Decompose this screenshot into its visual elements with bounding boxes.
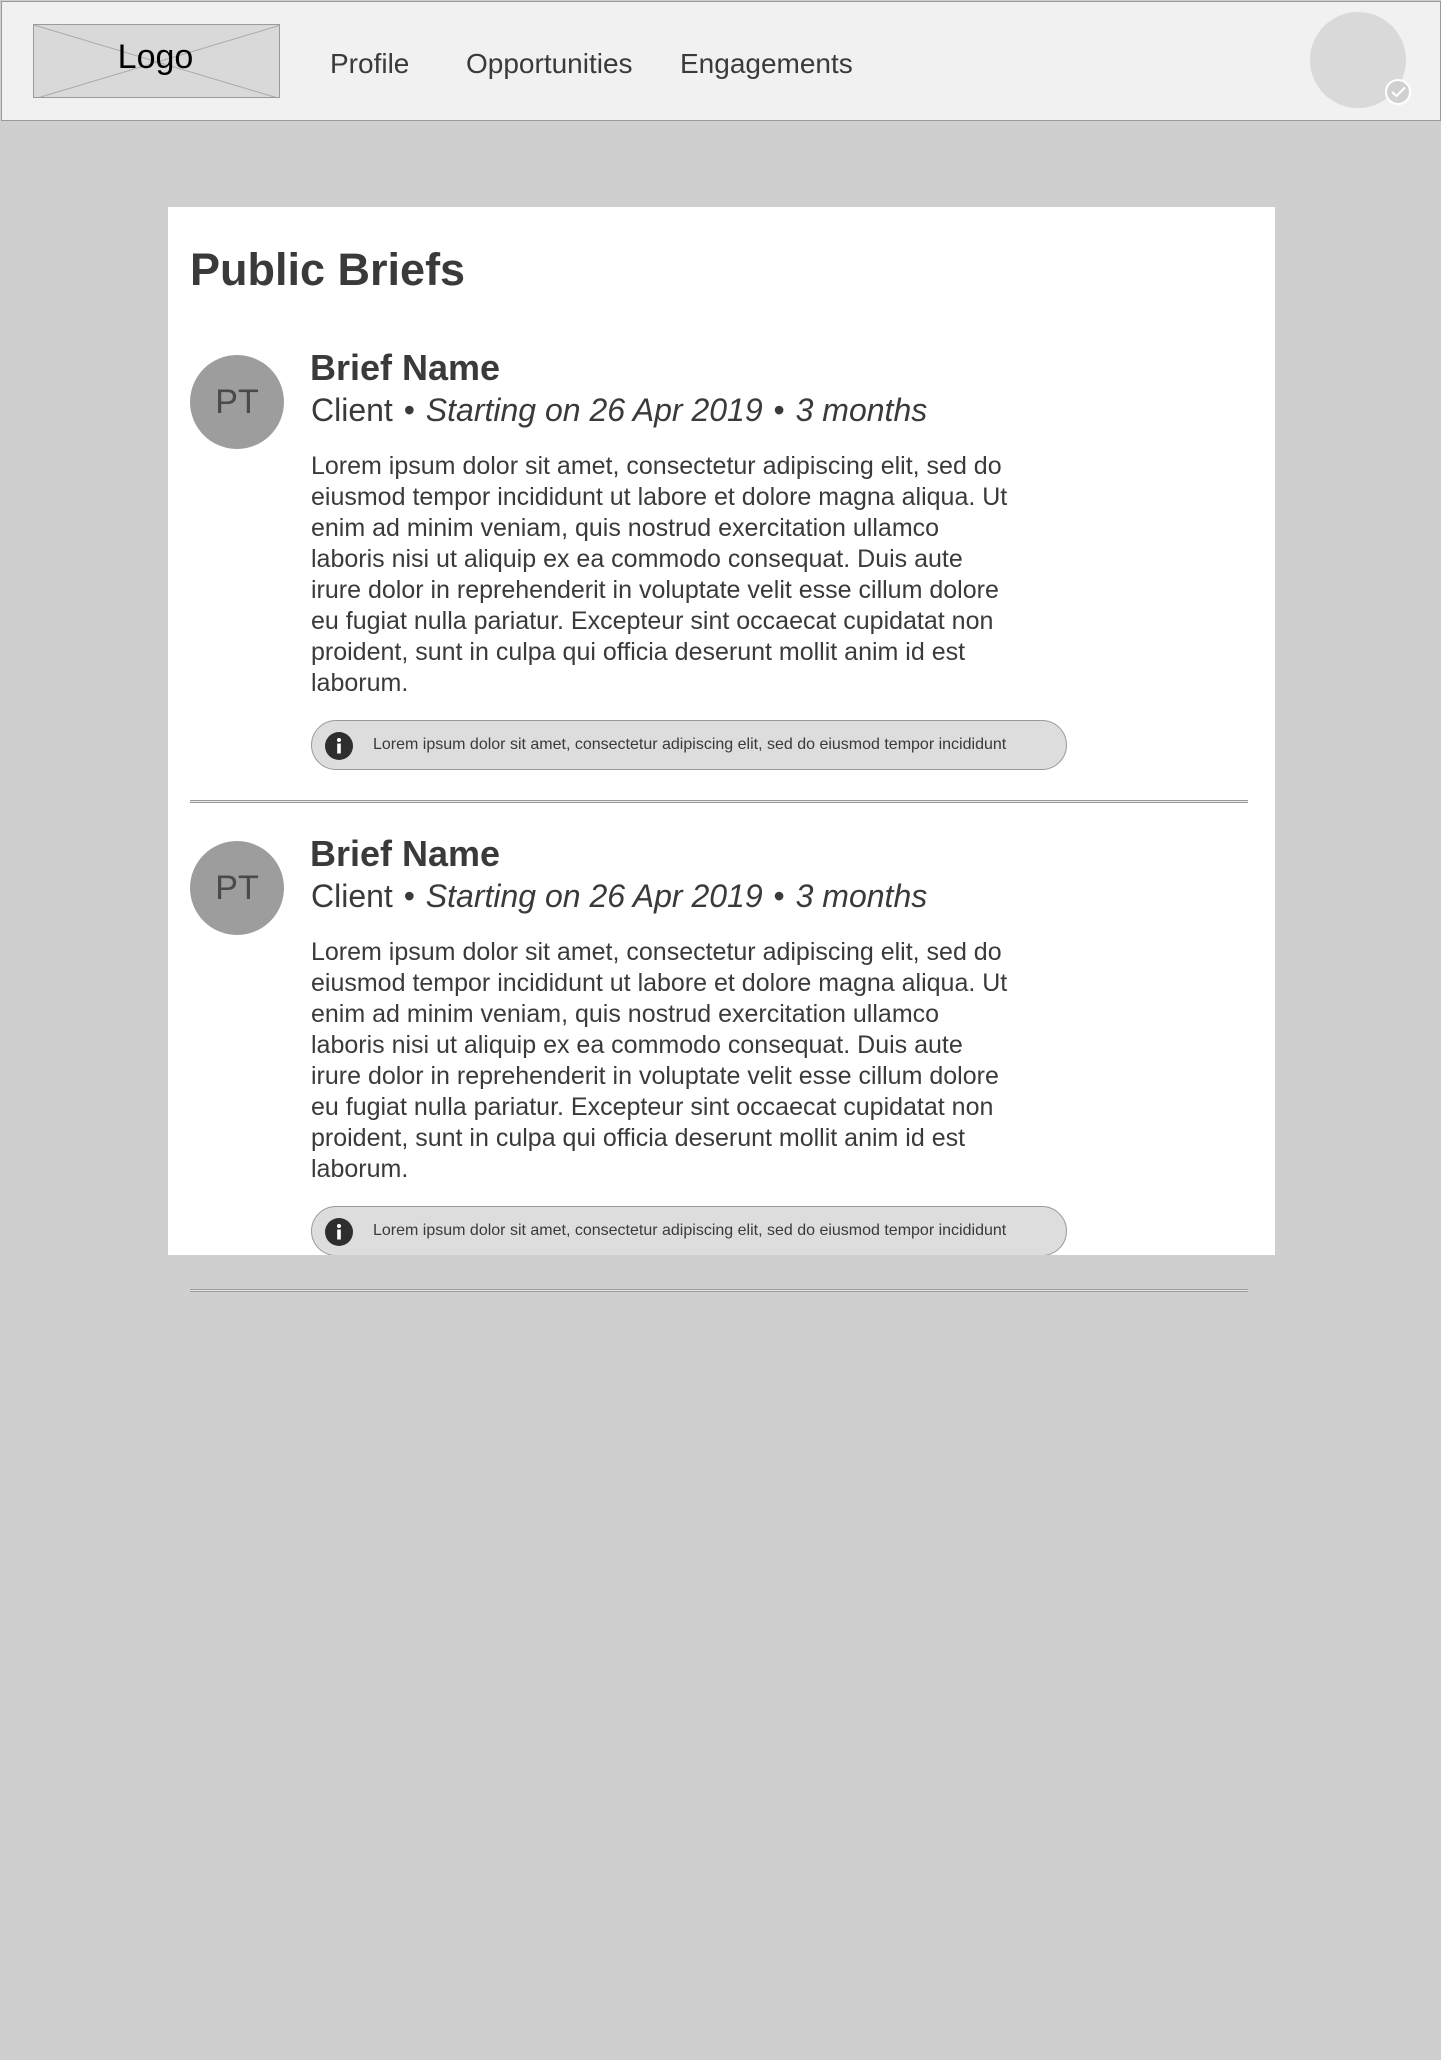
brief-client: Client <box>311 878 393 914</box>
brief-duration: 3 months <box>795 392 928 428</box>
brief-note-pill <box>311 1206 1067 1255</box>
divider <box>190 800 1248 803</box>
logo-label: Logo <box>117 38 194 76</box>
brief-note-text: Lorem ipsum dolor sit amet, consectetur adipiscing elit, sed do eiusmod tempor incididunt <box>373 1222 1007 1239</box>
brief-name[interactable]: Brief Name <box>310 833 501 874</box>
logo[interactable] <box>33 24 280 98</box>
brief-name[interactable]: Brief Name <box>310 347 501 388</box>
top-navigation-bar <box>1 1 1441 121</box>
brief-client: Client <box>311 392 393 428</box>
brief-duration: 3 months <box>795 878 928 914</box>
client-avatar: PT <box>190 841 284 935</box>
page-title: Public Briefs <box>190 244 466 295</box>
nav-link-opportunities[interactable]: Opportunities <box>466 48 633 79</box>
info-icon <box>325 1218 353 1246</box>
brief-meta <box>311 876 927 916</box>
brief-meta <box>311 390 927 430</box>
client-avatar: PT <box>190 355 284 449</box>
brief-list-item <box>168 340 1275 770</box>
brief-start-date: Starting on 26 Apr 2019 <box>425 392 763 428</box>
public-briefs-panel <box>168 207 1275 1255</box>
check-circle-icon <box>1385 79 1411 105</box>
brief-start-date: Starting on 26 Apr 2019 <box>425 878 763 914</box>
brief-note-text: Lorem ipsum dolor sit amet, consectetur adipiscing elit, sed do eiusmod tempor incididunt <box>373 736 1007 753</box>
brief-list-item <box>168 826 1275 1255</box>
info-icon <box>325 732 353 760</box>
brief-description: Lorem ipsum dolor sit amet, consectetur adipiscing elit, sed do eiusmod tempor incididunt ut labore et dolore magna aliqua. Ut enim ad minim veniam, quis nostrud exercitation ullamco laboris nisi ut aliquip ex ea commodo consequat. Duis aute irure dolor in reprehenderit in voluptate velit esse cillum dolore eu fugiat nulla pariatur. Excepteur sint occaecat cupidatat non proident, sunt in culpa qui officia deserunt mollit anim id est laborum. <box>311 452 1008 697</box>
brief-note-pill <box>311 720 1067 770</box>
brief-description: Lorem ipsum dolor sit amet, consectetur adipiscing elit, sed do eiusmod tempor incididunt ut labore et dolore magna aliqua. Ut enim ad minim veniam, quis nostrud exercitation ullamco laboris nisi ut aliquip ex ea commodo consequat. Duis aute irure dolor in reprehenderit in voluptate velit esse cillum dolore eu fugiat nulla pariatur. Excepteur sint occaecat cupidatat non proident, sunt in culpa qui officia deserunt mollit anim id est laborum. <box>311 938 1008 1183</box>
meta-separator: • <box>773 878 785 914</box>
divider <box>190 1289 1248 1292</box>
nav-link-profile[interactable]: Profile <box>330 48 410 79</box>
meta-separator: • <box>773 392 785 428</box>
meta-separator: • <box>403 878 415 914</box>
nav-link-engagements[interactable]: Engagements <box>680 48 853 79</box>
meta-separator: • <box>403 392 415 428</box>
